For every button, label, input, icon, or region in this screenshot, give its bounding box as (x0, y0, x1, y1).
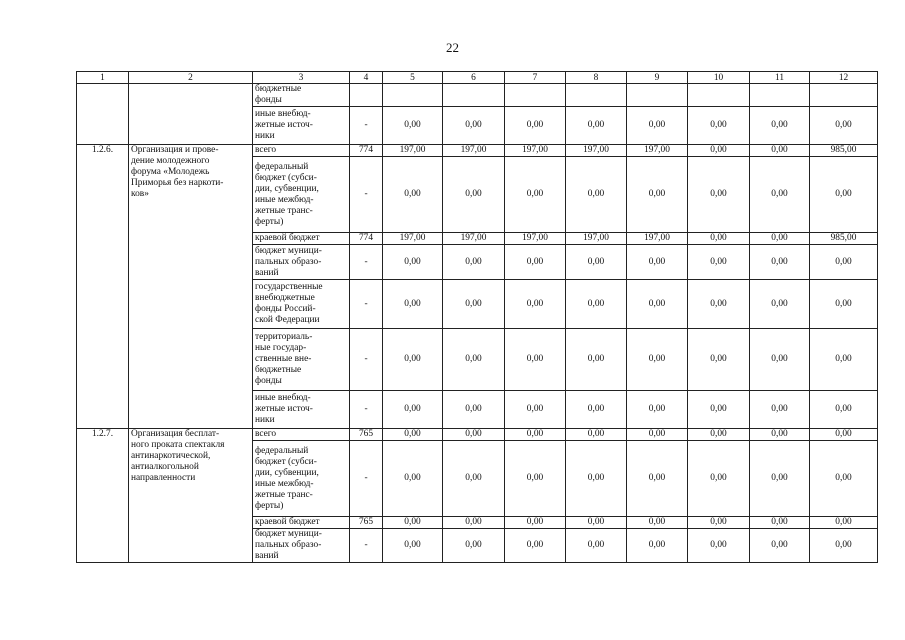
table-row (77, 84, 878, 107)
year-value: 0,00 (383, 429, 443, 441)
year-value: 197,00 (443, 233, 505, 245)
year-value: 0,00 (383, 441, 443, 517)
year-value: 0,00 (688, 107, 750, 145)
funding-source (253, 157, 350, 233)
year-value: 0,00 (627, 107, 688, 145)
column-header: 6 (443, 72, 505, 84)
year-value: 0,00 (750, 245, 810, 280)
year-value: 0,00 (750, 329, 810, 391)
budget-code: 774 (350, 145, 383, 157)
page-number: 22 (446, 40, 459, 55)
total-value: 985,00 (810, 233, 878, 245)
year-value: 0,00 (505, 280, 566, 329)
funding-source (253, 441, 350, 517)
funding-source-text: всего (255, 429, 277, 439)
year-value: 0,00 (627, 517, 688, 529)
column-header: 4 (350, 72, 383, 84)
table-row (77, 145, 878, 157)
measure-name-text: Организация бесплат- ного проката спектакля антинаркотической, антиалкогольной направленности (131, 429, 225, 483)
year-value: 0,00 (688, 145, 750, 157)
year-value (688, 84, 750, 107)
funding-source (253, 107, 350, 145)
year-value: 0,00 (505, 441, 566, 517)
year-value: 0,00 (443, 529, 505, 563)
year-value: 0,00 (750, 145, 810, 157)
total-value: 0,00 (810, 107, 878, 145)
funding-source-text: бюджет муници- пальных образо- ваний (255, 245, 322, 278)
year-value: 0,00 (688, 329, 750, 391)
year-value: 0,00 (443, 329, 505, 391)
year-value: 0,00 (688, 529, 750, 563)
budget-code: - (350, 107, 383, 145)
year-value: 0,00 (566, 529, 627, 563)
measure-name (129, 429, 253, 563)
year-value: 0,00 (750, 280, 810, 329)
year-value: 0,00 (383, 391, 443, 429)
budget-code (350, 84, 383, 107)
year-value: 0,00 (383, 245, 443, 280)
year-value: 0,00 (566, 441, 627, 517)
funding-source (253, 145, 350, 157)
year-value: 0,00 (750, 529, 810, 563)
funding-source-text: федеральный бюджет (субси- дии, субвенции, иные межбюд- жетные транс- ферты) (255, 161, 319, 227)
measure-code: 1.2.6. (77, 145, 129, 429)
column-header: 11 (750, 72, 810, 84)
year-value: 0,00 (443, 245, 505, 280)
column-header: 5 (383, 72, 443, 84)
budget-code: - (350, 329, 383, 391)
funding-source (253, 517, 350, 529)
funding-source-text: всего (255, 145, 277, 155)
year-value (750, 84, 810, 107)
column-header: 8 (566, 72, 627, 84)
year-value: 0,00 (505, 391, 566, 429)
year-value: 0,00 (505, 107, 566, 145)
year-value: 0,00 (443, 107, 505, 145)
year-value: 0,00 (688, 280, 750, 329)
column-header-row (77, 72, 878, 84)
measure-name-text: Организация и прове- дение молодежного форума «Молодежь Приморья без наркоти- ков» (131, 145, 224, 199)
budget-table (76, 71, 878, 563)
funding-source-text: государственные внебюджетные фонды Россий- ской Федерации (255, 282, 323, 325)
year-value: 0,00 (750, 233, 810, 245)
year-value: 0,00 (688, 429, 750, 441)
year-value: 0,00 (566, 517, 627, 529)
year-value: 197,00 (443, 145, 505, 157)
column-header: 2 (129, 72, 253, 84)
year-value: 0,00 (566, 245, 627, 280)
year-value: 0,00 (383, 157, 443, 233)
funding-source (253, 529, 350, 563)
year-value: 197,00 (505, 145, 566, 157)
year-value (566, 84, 627, 107)
year-value: 0,00 (443, 429, 505, 441)
funding-source (253, 280, 350, 329)
year-value: 0,00 (750, 429, 810, 441)
budget-code: - (350, 245, 383, 280)
year-value: 197,00 (383, 145, 443, 157)
total-value: 0,00 (810, 157, 878, 233)
year-value (383, 84, 443, 107)
funding-source-text: территориаль- ные государ- ственные вне- бюджетные фонды (255, 332, 313, 386)
year-value: 0,00 (505, 329, 566, 391)
total-value: 0,00 (810, 429, 878, 441)
year-value: 0,00 (627, 157, 688, 233)
column-header: 7 (505, 72, 566, 84)
year-value: 0,00 (627, 529, 688, 563)
measure-name (129, 84, 253, 145)
column-header: 10 (688, 72, 750, 84)
year-value: 197,00 (505, 233, 566, 245)
year-value (627, 84, 688, 107)
year-value: 0,00 (505, 517, 566, 529)
year-value: 0,00 (443, 391, 505, 429)
funding-source-text: бюджет муници- пальных образо- ваний (255, 529, 322, 561)
year-value: 0,00 (566, 107, 627, 145)
year-value: 0,00 (383, 517, 443, 529)
total-value: 0,00 (810, 280, 878, 329)
funding-source (253, 84, 350, 107)
column-header: 1 (77, 72, 129, 84)
year-value: 0,00 (627, 329, 688, 391)
funding-source-text: краевой бюджет (255, 517, 320, 527)
funding-source (253, 391, 350, 429)
year-value: 0,00 (688, 233, 750, 245)
year-value: 0,00 (505, 429, 566, 441)
year-value: 0,00 (566, 157, 627, 233)
year-value: 0,00 (688, 517, 750, 529)
column-header: 9 (627, 72, 688, 84)
year-value: 0,00 (505, 529, 566, 563)
year-value (505, 84, 566, 107)
year-value: 0,00 (505, 245, 566, 280)
funding-source (253, 429, 350, 441)
budget-code: - (350, 280, 383, 329)
year-value: 0,00 (566, 329, 627, 391)
budget-code: 765 (350, 517, 383, 529)
total-value: 0,00 (810, 441, 878, 517)
measure-code: 1.2.7. (77, 429, 129, 563)
total-value: 0,00 (810, 329, 878, 391)
year-value: 0,00 (688, 245, 750, 280)
year-value: 0,00 (627, 441, 688, 517)
year-value: 0,00 (750, 107, 810, 145)
budget-code: - (350, 441, 383, 517)
total-value (810, 84, 878, 107)
year-value: 0,00 (383, 107, 443, 145)
total-value: 985,00 (810, 145, 878, 157)
year-value: 0,00 (443, 280, 505, 329)
table-row (77, 429, 878, 441)
year-value: 197,00 (627, 233, 688, 245)
funding-source (253, 245, 350, 280)
budget-code: 765 (350, 429, 383, 441)
funding-source-text: федеральный бюджет (субси- дии, субвенции, иные межбюд- жетные транс- ферты) (255, 445, 319, 511)
column-header: 3 (253, 72, 350, 84)
budget-code: - (350, 529, 383, 563)
funding-source-text: иные внебюд- жетные источ- ники (255, 393, 313, 425)
column-header: 12 (810, 72, 878, 84)
total-value: 0,00 (810, 245, 878, 280)
total-value: 0,00 (810, 391, 878, 429)
year-value: 0,00 (627, 245, 688, 280)
year-value (443, 84, 505, 107)
funding-source-text: бюджетные фонды (255, 84, 302, 105)
year-value: 0,00 (688, 391, 750, 429)
year-value: 0,00 (627, 391, 688, 429)
year-value: 0,00 (688, 157, 750, 233)
year-value: 197,00 (566, 233, 627, 245)
funding-source-text: иные внебюд- жетные источ- ники (255, 109, 313, 141)
year-value: 0,00 (566, 429, 627, 441)
year-value: 0,00 (566, 280, 627, 329)
year-value: 0,00 (750, 441, 810, 517)
year-value: 197,00 (383, 233, 443, 245)
year-value: 197,00 (566, 145, 627, 157)
year-value: 0,00 (443, 157, 505, 233)
measure-code (77, 84, 129, 145)
year-value: 0,00 (627, 429, 688, 441)
year-value: 0,00 (383, 280, 443, 329)
budget-code: - (350, 391, 383, 429)
total-value: 0,00 (810, 517, 878, 529)
measure-name (129, 145, 253, 429)
year-value: 0,00 (688, 441, 750, 517)
year-value: 0,00 (566, 391, 627, 429)
year-value: 0,00 (750, 391, 810, 429)
budget-code: 774 (350, 233, 383, 245)
total-value: 0,00 (810, 529, 878, 563)
funding-source-text: краевой бюджет (255, 233, 320, 243)
year-value: 0,00 (627, 280, 688, 329)
year-value: 0,00 (443, 441, 505, 517)
year-value: 0,00 (383, 529, 443, 563)
year-value: 0,00 (750, 157, 810, 233)
year-value: 197,00 (627, 145, 688, 157)
year-value: 0,00 (443, 517, 505, 529)
funding-source (253, 329, 350, 391)
funding-source (253, 233, 350, 245)
year-value: 0,00 (505, 157, 566, 233)
year-value: 0,00 (383, 329, 443, 391)
budget-code: - (350, 157, 383, 233)
year-value: 0,00 (750, 517, 810, 529)
